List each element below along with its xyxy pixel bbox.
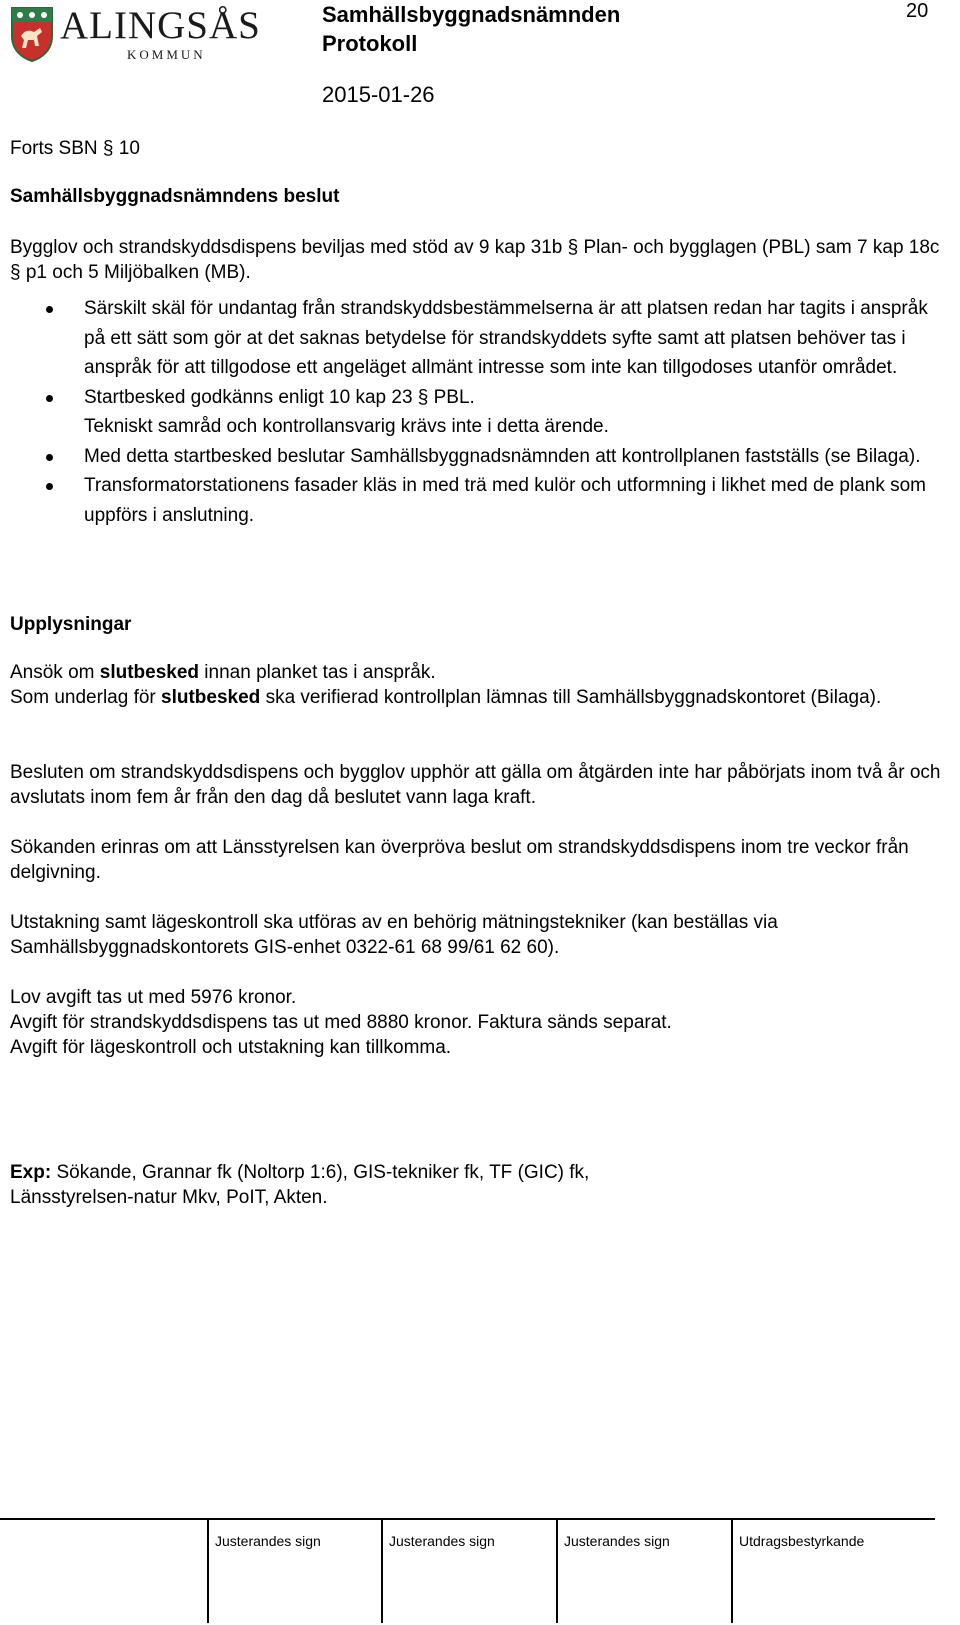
page-number: 20 [906, 0, 929, 22]
committee-name: Samhällsbyggnadsnämnden [322, 2, 621, 27]
bullet-icon [46, 306, 53, 313]
municipality-logo [10, 4, 280, 64]
beslut-heading: Samhällsbyggnadsnämndens beslut [10, 186, 340, 207]
upplysningar-slutbesked: Ansök om slutbesked innan planket tas i anspråk. Som underlag för slutbesked ska verifierad kontrollplan lämnas till Samhällsbyggnadskontoret (Bilaga). [10, 662, 882, 708]
beslut-intro: Bygglov och strandskyddsdispens beviljas med stöd av 9 kap 31b § Plan- och bygglagen (PBL) sam 7 kap 18c § p1 och 5 Miljöbalken (MB). [10, 237, 940, 283]
document-header-title [322, 0, 620, 58]
document-type: Protokoll [322, 31, 418, 56]
list-item: Med detta startbesked beslutar Samhällsbyggnadsnämnden att kontrollplanen fastställs (se Bilaga). [0, 442, 940, 472]
list-item: Startbesked godkänns enligt 10 kap 23 § PBL. [0, 383, 940, 413]
list-item: Särskilt skäl för undantag från strandskyddsbestämmelserna är att platsen redan har tagits i anspråk på ett sätt som gör at det saknas betydelse för strandskyddets syfte samt att platsen behöver tas i anspråk för att tillgodose ett angeläget allmänt intresse som inte kan tillgodoses utanför området. [0, 294, 940, 383]
appeal-paragraph: Sökanden erinras om att Länsstyrelsen kan överpröva beslut om strandskyddsdispens inom tre veckor från delgivning. [10, 837, 909, 883]
certification-box: Utdragsbestyrkande [739, 1533, 865, 1549]
signature-box-2: Justerandes sign [389, 1533, 495, 1549]
section-label: Forts SBN § 10 [10, 138, 140, 159]
list-item: Transformatorstationens fasader kläs in med trä med kulör och utformning i likhet med de plank som uppförs i anslutning. [0, 471, 940, 530]
logo-wordmark: ALINGSÅS [60, 4, 261, 47]
coat-of-arms-icon [10, 6, 54, 62]
logo-subtitle: KOMMUN [127, 47, 206, 62]
list-item: Tekniskt samråd och kontrollansvarig krävs inte i detta ärende. [84, 416, 609, 437]
fees-paragraph: Lov avgift tas ut med 5976 kronor. Avgift för strandskyddsdispens tas ut med 8880 kronor. Faktura sänds separat. Avgift för lägeskontroll och utstakning kan tillkomma. [10, 987, 672, 1058]
bullet-icon [46, 483, 53, 490]
validity-paragraph: Besluten om strandskyddsdispens och bygglov upphör att gälla om åtgärden inte har påbörjats inom två år och avslutats inom fem år från den dag då beslutet vann laga kraft. [10, 762, 941, 808]
footer-separator [731, 1518, 733, 1623]
distribution-paragraph: Exp: Sökande, Grannar fk (Noltorp 1:6), GIS-tekniker fk, TF (GIC) fk, Länsstyrelsen-natur Mkv, PoIT, Akten. [10, 1162, 590, 1208]
decision-list [0, 294, 940, 530]
footer-divider [0, 1518, 935, 1520]
footer-separator [207, 1518, 209, 1623]
bullet-icon [46, 454, 53, 461]
footer-separator [381, 1518, 383, 1623]
upplysningar-heading: Upplysningar [10, 614, 132, 635]
footer-separator [556, 1518, 558, 1623]
survey-paragraph: Utstakning samt lägeskontroll ska utföras av en behörig mätningstekniker (kan beställas via Samhällsbyggnadskontorets GIS-enhet 0322-61 68 99/61 62 60). [10, 912, 778, 958]
bullet-icon [46, 395, 53, 402]
distribution-label: Exp: [10, 1162, 52, 1183]
document-date: 2015-01-26 [322, 82, 435, 107]
signature-box-3: Justerandes sign [564, 1533, 670, 1549]
signature-box-1: Justerandes sign [215, 1533, 321, 1549]
